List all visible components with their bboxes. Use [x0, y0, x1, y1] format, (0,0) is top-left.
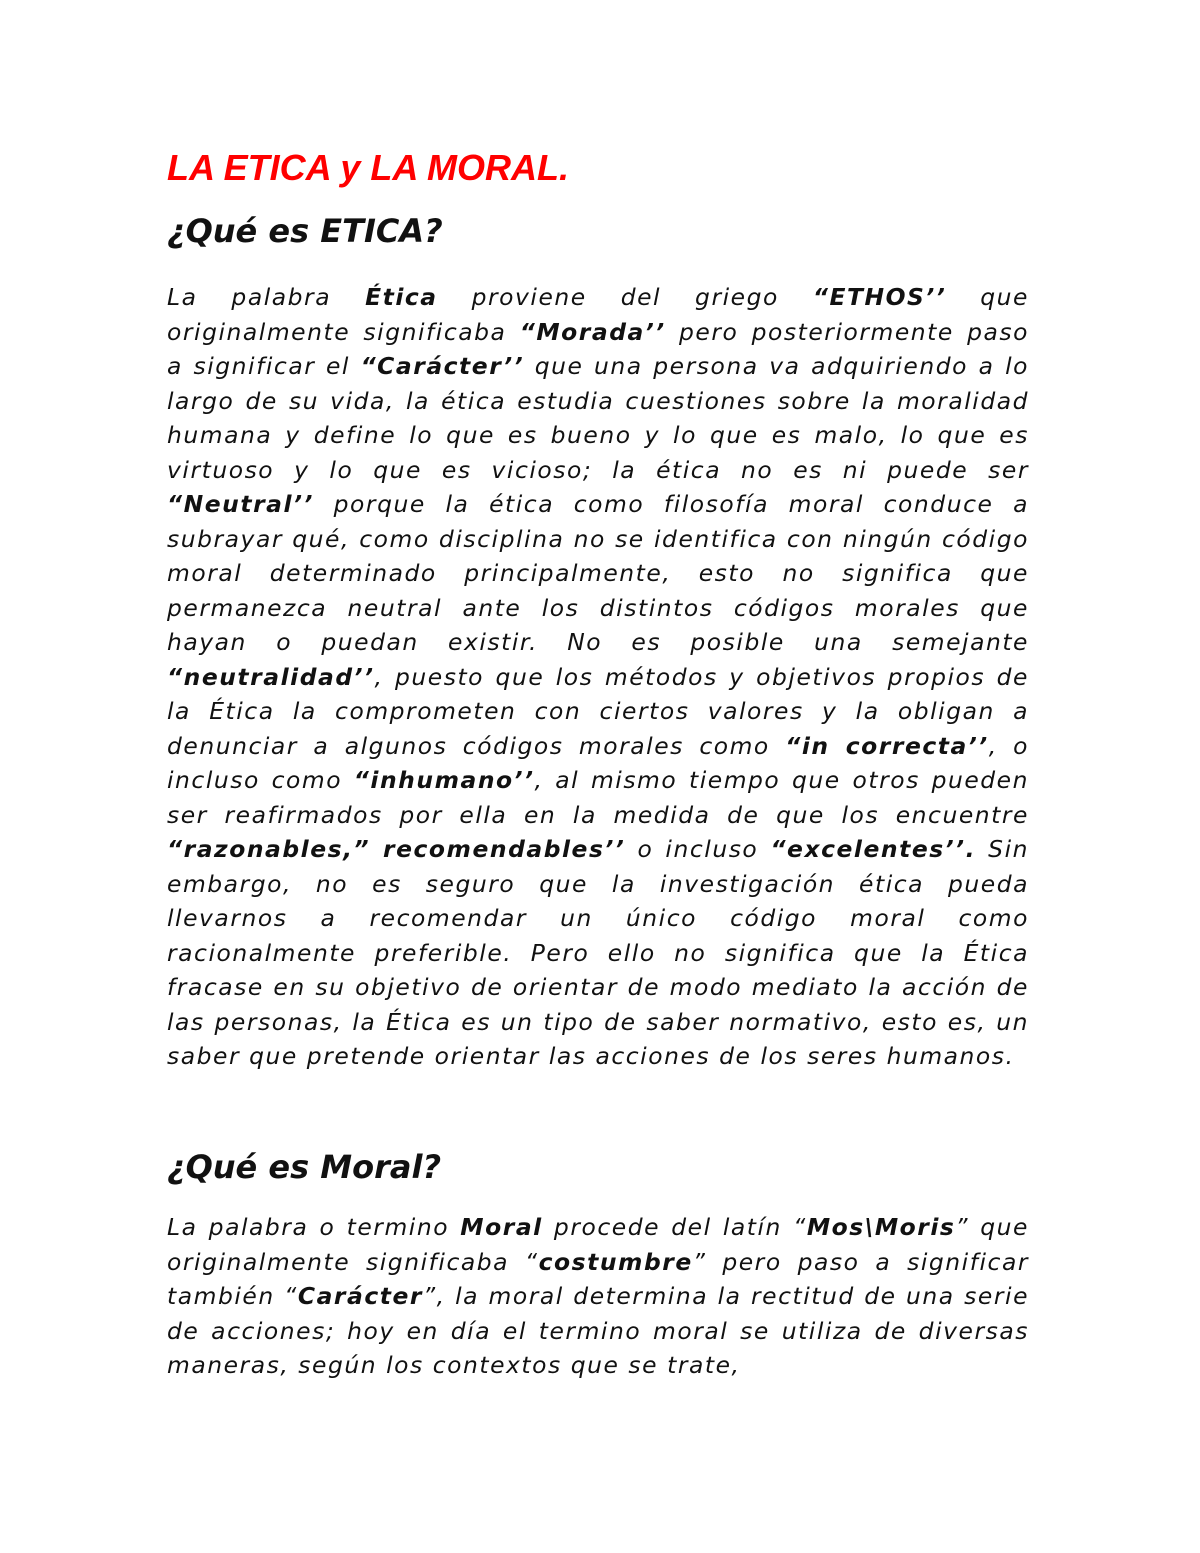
section-heading-moral: ¿Qué es Moral? [167, 1148, 442, 1186]
document-title: LA ETICA y LA MORAL. [167, 147, 569, 188]
text-run: que una persona va adquiriendo a lo largo de su vida, la ética estudia cuestiones sobre la moralidad humana y define lo que es bueno y lo que es malo, lo que es virtuoso y lo que es vicioso; la ética no es ni puede ser [167, 352, 1029, 484]
bold-term: Carácter [297, 1282, 423, 1310]
text-run: ” que originalmente significaba “ [167, 1213, 1029, 1276]
text-run: que originalmente significaba [167, 283, 1029, 346]
text-run: , al mismo tiempo que otros pueden ser reafirmados por ella en la medida de que los encuentre [167, 766, 1029, 829]
document-body [167, 140, 1029, 1383]
text-run: o incluso [625, 835, 771, 863]
bold-term: “ETHOS’’ [812, 283, 947, 311]
text-run: porque la ética como filosofía moral conduce a subrayar qué, como disciplina no se identifica con ningún código moral determinado principalmente, esto no significa que permanezca neutral ante los distintos códigos morales que hayan o puedan existir. No es posible una semejante [167, 490, 1029, 656]
text-run: La palabra o termino [167, 1213, 461, 1241]
text-run: proviene del griego [437, 283, 813, 311]
bold-term: “excelentes’’. [770, 835, 977, 863]
text-run: procede del latín “ [542, 1213, 807, 1241]
text-run: La palabra [167, 283, 366, 311]
bold-term: “in correcta’’ [785, 731, 989, 760]
text-run: , o incluso como [167, 731, 1029, 794]
bold-term: Ética [365, 283, 438, 311]
text-run: , puesto que los métodos y objetivos propios de la Ética la comprometen con ciertos valores y la obligan a denunciar a algunos códigos morales como [167, 662, 1029, 760]
text-run: ”, la moral determina la rectitud de una serie de acciones; hoy en día el termino moral se utiliza de diversas maneras, según los contextos que se trate, [167, 1282, 1030, 1379]
bold-term: “Neutral’’ [167, 490, 314, 518]
bold-term: “razonables,” recomendables’’ [167, 835, 626, 863]
bold-term: Mos\Moris [806, 1213, 956, 1241]
text-run: pero posteriormente paso a significar el [167, 317, 1029, 380]
bold-term: “neutralidad’’ [167, 662, 375, 691]
bold-term: costumbre [538, 1247, 693, 1276]
bold-term: “inhumano’’ [353, 766, 535, 794]
section-heading-etica: ¿Qué es ETICA? [167, 212, 443, 250]
paragraph-etica [167, 280, 1029, 1142]
text-run: ” pero paso a significar también “ [167, 1247, 1029, 1310]
text-run: Sin embargo, no es seguro que la investigación ética pueda llevarnos a recomendar un único código moral como racionalmente preferible. Pero ello no significa que la Ética fracase en su objetivo de orientar de modo mediato la acción de las personas, la Ética es un tipo de saber normativo, esto es, un saber que pretende orientar las acciones de los seres humanos. [167, 835, 1029, 1070]
bold-term: Moral [460, 1213, 543, 1241]
bold-term: “Morada’’ [519, 317, 666, 346]
paragraph-moral [167, 1210, 1029, 1383]
bold-term: “Carácter’’ [360, 352, 525, 380]
